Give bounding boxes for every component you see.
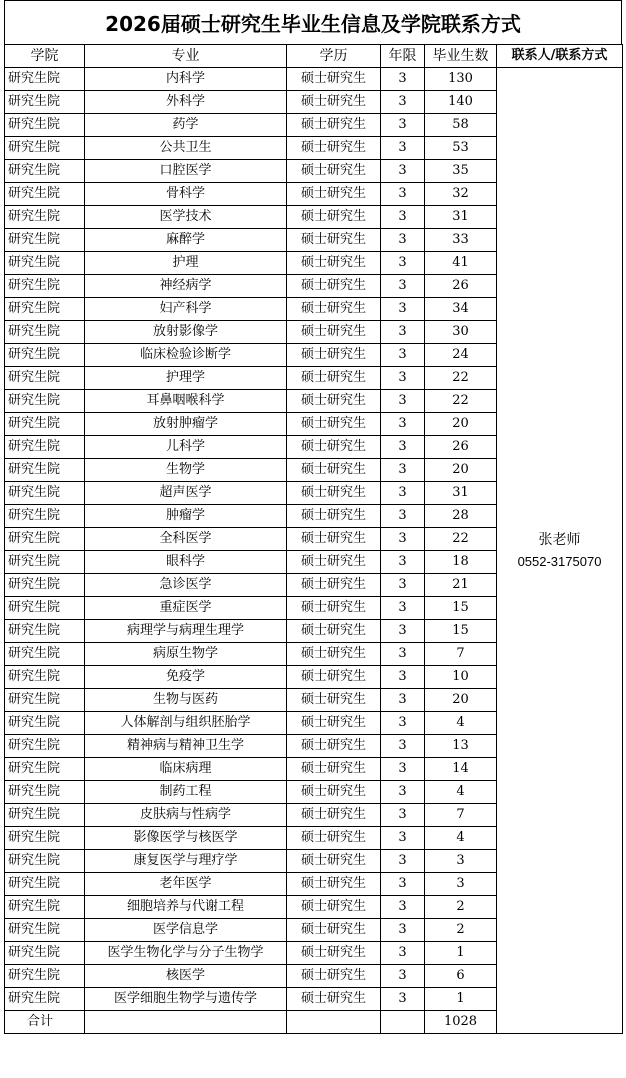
cell-college: 研究生院	[5, 896, 85, 919]
cell-college: 研究生院	[5, 344, 85, 367]
cell-count: 3	[425, 873, 497, 896]
cell-degree: 硕士研究生	[287, 712, 381, 735]
cell-college: 研究生院	[5, 620, 85, 643]
cell-major: 护理学	[85, 367, 287, 390]
cell-college: 研究生院	[5, 781, 85, 804]
header-degree: 学历	[287, 45, 381, 68]
cell-major: 细胞培养与代谢工程	[85, 896, 287, 919]
cell-count: 20	[425, 689, 497, 712]
cell-count: 14	[425, 758, 497, 781]
cell-count: 53	[425, 137, 497, 160]
cell-college: 研究生院	[5, 988, 85, 1011]
cell-degree: 硕士研究生	[287, 344, 381, 367]
cell-years: 3	[381, 597, 425, 620]
cell-major: 全科医学	[85, 528, 287, 551]
cell-major: 口腔医学	[85, 160, 287, 183]
cell-degree: 硕士研究生	[287, 873, 381, 896]
cell-degree: 硕士研究生	[287, 597, 381, 620]
cell-major: 康复医学与理疗学	[85, 850, 287, 873]
cell-college: 研究生院	[5, 574, 85, 597]
cell-college: 研究生院	[5, 298, 85, 321]
cell-college: 研究生院	[5, 390, 85, 413]
cell-major: 药学	[85, 114, 287, 137]
table-body	[5, 68, 623, 1034]
cell-count: 4	[425, 781, 497, 804]
cell-college: 研究生院	[5, 160, 85, 183]
cell-major: 急诊医学	[85, 574, 287, 597]
header-major: 专业	[85, 45, 287, 68]
cell-years: 3	[381, 68, 425, 91]
cell-degree: 硕士研究生	[287, 252, 381, 275]
cell-count: 7	[425, 804, 497, 827]
total-empty-cell	[85, 1011, 287, 1034]
cell-college: 研究生院	[5, 942, 85, 965]
cell-college: 研究生院	[5, 91, 85, 114]
cell-degree: 硕士研究生	[287, 68, 381, 91]
cell-major: 免疫学	[85, 666, 287, 689]
header-college: 学院	[5, 45, 85, 68]
cell-years: 3	[381, 91, 425, 114]
cell-college: 研究生院	[5, 850, 85, 873]
cell-count: 130	[425, 68, 497, 91]
cell-major: 超声医学	[85, 482, 287, 505]
cell-years: 3	[381, 804, 425, 827]
cell-major: 神经病学	[85, 275, 287, 298]
cell-degree: 硕士研究生	[287, 505, 381, 528]
cell-major: 眼科学	[85, 551, 287, 574]
cell-count: 30	[425, 321, 497, 344]
cell-college: 研究生院	[5, 252, 85, 275]
cell-major: 儿科学	[85, 436, 287, 459]
cell-college: 研究生院	[5, 919, 85, 942]
cell-count: 4	[425, 712, 497, 735]
cell-major: 麻醉学	[85, 229, 287, 252]
cell-college: 研究生院	[5, 482, 85, 505]
cell-years: 3	[381, 436, 425, 459]
cell-count: 22	[425, 528, 497, 551]
cell-degree: 硕士研究生	[287, 183, 381, 206]
cell-years: 3	[381, 827, 425, 850]
cell-years: 3	[381, 528, 425, 551]
cell-count: 15	[425, 597, 497, 620]
cell-years: 3	[381, 666, 425, 689]
cell-major: 临床病理	[85, 758, 287, 781]
graduate-info-sheet	[4, 0, 622, 1034]
cell-count: 28	[425, 505, 497, 528]
cell-college: 研究生院	[5, 965, 85, 988]
cell-college: 研究生院	[5, 436, 85, 459]
cell-years: 3	[381, 735, 425, 758]
cell-degree: 硕士研究生	[287, 620, 381, 643]
cell-years: 3	[381, 321, 425, 344]
cell-degree: 硕士研究生	[287, 919, 381, 942]
cell-count: 58	[425, 114, 497, 137]
total-empty-cell	[381, 1011, 425, 1034]
cell-major: 护理	[85, 252, 287, 275]
cell-college: 研究生院	[5, 275, 85, 298]
cell-count: 41	[425, 252, 497, 275]
cell-degree: 硕士研究生	[287, 988, 381, 1011]
cell-major: 医学技术	[85, 206, 287, 229]
cell-degree: 硕士研究生	[287, 850, 381, 873]
cell-count: 20	[425, 413, 497, 436]
cell-degree: 硕士研究生	[287, 551, 381, 574]
cell-major: 耳鼻咽喉科学	[85, 390, 287, 413]
cell-years: 3	[381, 643, 425, 666]
cell-college: 研究生院	[5, 114, 85, 137]
cell-count: 10	[425, 666, 497, 689]
cell-major: 核医学	[85, 965, 287, 988]
cell-degree: 硕士研究生	[287, 390, 381, 413]
cell-count: 22	[425, 390, 497, 413]
cell-degree: 硕士研究生	[287, 528, 381, 551]
cell-college: 研究生院	[5, 183, 85, 206]
cell-count: 7	[425, 643, 497, 666]
cell-count: 26	[425, 436, 497, 459]
cell-major: 医学信息学	[85, 919, 287, 942]
cell-years: 3	[381, 252, 425, 275]
cell-major: 重症医学	[85, 597, 287, 620]
cell-years: 3	[381, 183, 425, 206]
document-title: 2026届硕士研究生毕业生信息及学院联系方式	[4, 0, 622, 44]
cell-degree: 硕士研究生	[287, 298, 381, 321]
header-count: 毕业生数	[425, 45, 497, 68]
cell-major: 生物学	[85, 459, 287, 482]
cell-years: 3	[381, 712, 425, 735]
graduate-table	[4, 44, 623, 1034]
cell-years: 3	[381, 160, 425, 183]
cell-major: 临床检验诊断学	[85, 344, 287, 367]
cell-college: 研究生院	[5, 666, 85, 689]
cell-years: 3	[381, 367, 425, 390]
cell-major: 皮肤病与性病学	[85, 804, 287, 827]
cell-degree: 硕士研究生	[287, 275, 381, 298]
header-contact: 联系人/联系方式	[497, 45, 623, 68]
cell-count: 1	[425, 942, 497, 965]
cell-major: 妇产科学	[85, 298, 287, 321]
cell-years: 3	[381, 459, 425, 482]
cell-count: 2	[425, 919, 497, 942]
cell-count: 1	[425, 988, 497, 1011]
cell-college: 研究生院	[5, 206, 85, 229]
cell-college: 研究生院	[5, 804, 85, 827]
table-row	[5, 68, 623, 91]
cell-major: 放射影像学	[85, 321, 287, 344]
cell-years: 3	[381, 298, 425, 321]
cell-degree: 硕士研究生	[287, 321, 381, 344]
cell-years: 3	[381, 390, 425, 413]
cell-years: 3	[381, 896, 425, 919]
cell-count: 21	[425, 574, 497, 597]
cell-degree: 硕士研究生	[287, 91, 381, 114]
cell-years: 3	[381, 620, 425, 643]
cell-count: 140	[425, 91, 497, 114]
cell-major: 病理学与病理生理学	[85, 620, 287, 643]
cell-major: 公共卫生	[85, 137, 287, 160]
cell-degree: 硕士研究生	[287, 459, 381, 482]
cell-years: 3	[381, 781, 425, 804]
cell-major: 制药工程	[85, 781, 287, 804]
cell-major: 肿瘤学	[85, 505, 287, 528]
cell-college: 研究生院	[5, 68, 85, 91]
cell-count: 31	[425, 482, 497, 505]
cell-college: 研究生院	[5, 367, 85, 390]
cell-major: 医学细胞生物学与遗传学	[85, 988, 287, 1011]
cell-degree: 硕士研究生	[287, 804, 381, 827]
cell-years: 3	[381, 919, 425, 942]
cell-major: 精神病与精神卫生学	[85, 735, 287, 758]
cell-college: 研究生院	[5, 459, 85, 482]
cell-count: 22	[425, 367, 497, 390]
cell-degree: 硕士研究生	[287, 735, 381, 758]
cell-years: 3	[381, 551, 425, 574]
cell-college: 研究生院	[5, 712, 85, 735]
header-years: 年限	[381, 45, 425, 68]
cell-college: 研究生院	[5, 827, 85, 850]
cell-degree: 硕士研究生	[287, 114, 381, 137]
cell-count: 20	[425, 459, 497, 482]
cell-degree: 硕士研究生	[287, 689, 381, 712]
cell-degree: 硕士研究生	[287, 367, 381, 390]
cell-years: 3	[381, 413, 425, 436]
cell-degree: 硕士研究生	[287, 206, 381, 229]
total-label: 合计	[5, 1011, 85, 1034]
cell-college: 研究生院	[5, 689, 85, 712]
cell-college: 研究生院	[5, 551, 85, 574]
cell-years: 3	[381, 965, 425, 988]
cell-degree: 硕士研究生	[287, 229, 381, 252]
cell-years: 3	[381, 988, 425, 1011]
cell-years: 3	[381, 344, 425, 367]
cell-degree: 硕士研究生	[287, 160, 381, 183]
cell-count: 18	[425, 551, 497, 574]
contact-cell	[497, 68, 623, 1034]
contact-phone: 0552-3175070	[517, 553, 602, 569]
cell-major: 老年医学	[85, 873, 287, 896]
cell-count: 2	[425, 896, 497, 919]
cell-years: 3	[381, 758, 425, 781]
cell-major: 医学生物化学与分子生物学	[85, 942, 287, 965]
cell-years: 3	[381, 574, 425, 597]
cell-count: 26	[425, 275, 497, 298]
cell-major: 内科学	[85, 68, 287, 91]
cell-years: 3	[381, 206, 425, 229]
cell-college: 研究生院	[5, 873, 85, 896]
cell-degree: 硕士研究生	[287, 896, 381, 919]
cell-college: 研究生院	[5, 735, 85, 758]
cell-count: 35	[425, 160, 497, 183]
cell-college: 研究生院	[5, 137, 85, 160]
cell-major: 病原生物学	[85, 643, 287, 666]
cell-college: 研究生院	[5, 413, 85, 436]
cell-years: 3	[381, 137, 425, 160]
cell-degree: 硕士研究生	[287, 781, 381, 804]
cell-count: 31	[425, 206, 497, 229]
cell-degree: 硕士研究生	[287, 827, 381, 850]
cell-years: 3	[381, 689, 425, 712]
cell-college: 研究生院	[5, 321, 85, 344]
cell-years: 3	[381, 482, 425, 505]
cell-years: 3	[381, 275, 425, 298]
cell-count: 3	[425, 850, 497, 873]
cell-college: 研究生院	[5, 597, 85, 620]
cell-years: 3	[381, 850, 425, 873]
cell-college: 研究生院	[5, 528, 85, 551]
cell-count: 6	[425, 965, 497, 988]
cell-count: 24	[425, 344, 497, 367]
cell-count: 13	[425, 735, 497, 758]
cell-count: 15	[425, 620, 497, 643]
cell-years: 3	[381, 229, 425, 252]
cell-degree: 硕士研究生	[287, 965, 381, 988]
cell-college: 研究生院	[5, 758, 85, 781]
cell-years: 3	[381, 505, 425, 528]
cell-major: 影像医学与核医学	[85, 827, 287, 850]
cell-college: 研究生院	[5, 643, 85, 666]
cell-count: 34	[425, 298, 497, 321]
contact-name: 张老师	[538, 531, 581, 548]
total-count: 1028	[425, 1011, 497, 1034]
cell-count: 32	[425, 183, 497, 206]
cell-degree: 硕士研究生	[287, 643, 381, 666]
header-row	[5, 45, 623, 68]
cell-degree: 硕士研究生	[287, 137, 381, 160]
cell-major: 人体解剖与组织胚胎学	[85, 712, 287, 735]
cell-years: 3	[381, 873, 425, 896]
total-empty-cell	[287, 1011, 381, 1034]
cell-major: 骨科学	[85, 183, 287, 206]
cell-years: 3	[381, 114, 425, 137]
cell-major: 放射肿瘤学	[85, 413, 287, 436]
cell-degree: 硕士研究生	[287, 574, 381, 597]
cell-major: 外科学	[85, 91, 287, 114]
cell-degree: 硕士研究生	[287, 436, 381, 459]
cell-years: 3	[381, 942, 425, 965]
cell-degree: 硕士研究生	[287, 666, 381, 689]
cell-degree: 硕士研究生	[287, 942, 381, 965]
cell-college: 研究生院	[5, 229, 85, 252]
cell-college: 研究生院	[5, 505, 85, 528]
cell-count: 4	[425, 827, 497, 850]
cell-degree: 硕士研究生	[287, 758, 381, 781]
cell-degree: 硕士研究生	[287, 413, 381, 436]
cell-count: 33	[425, 229, 497, 252]
cell-degree: 硕士研究生	[287, 482, 381, 505]
cell-major: 生物与医药	[85, 689, 287, 712]
